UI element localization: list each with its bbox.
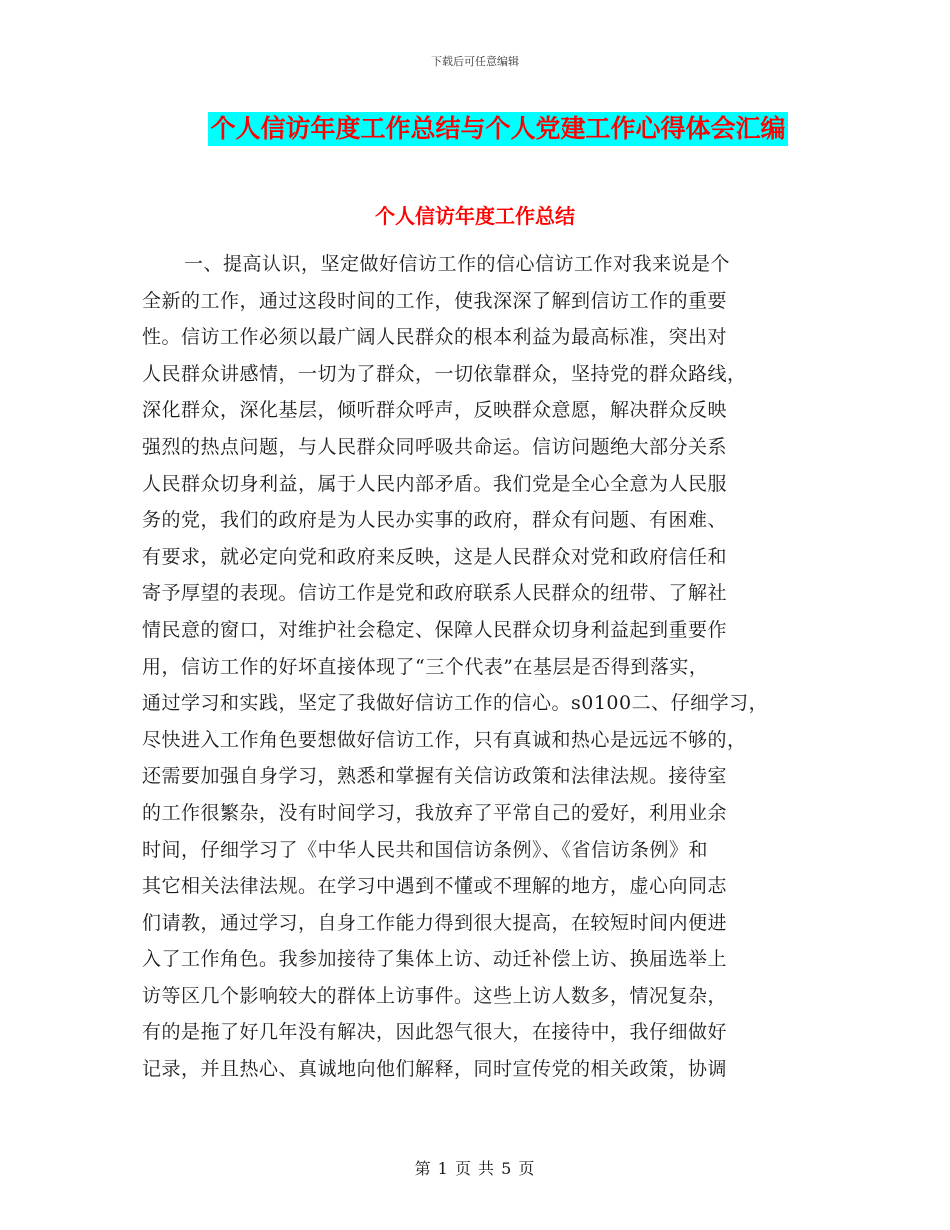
body-line: 深化群众，深化基层，倾听群众呼声，反映群众意愿，解决群众反映 (142, 399, 728, 422)
body-line: 们请教，通过学习，自身工作能力得到很大提高，在较短时间内便进 (142, 911, 728, 934)
body-line: 全新的工作，通过这段时间的工作，使我深深了解到信访工作的重要 (142, 289, 728, 312)
document-title: 个人信访年度工作总结与个人党建工作心得体会汇编 (208, 112, 787, 146)
body-line: 时间，仔细学习了《中华人民共和国信访条例》、《省信访条例》和 (142, 838, 709, 861)
body-line: 寄予厚望的表现。信访工作是党和政府联系人民群众的纽带、了解社 (142, 582, 728, 605)
body-line: 用，信访工作的好坏直接体现了“三个代表”在基层是否得到落实， (142, 655, 709, 678)
body-line: 有的是拖了好几年没有解决，因此怨气很大，在接待中，我仔细做好 (142, 1021, 728, 1044)
body-line: 人民群众切身利益，属于人民内部矛盾。我们党是全心全意为人民服 (142, 472, 728, 495)
body-line: 有要求，就必定向党和政府来反映，这是人民群众对党和政府信任和 (142, 545, 728, 568)
body-text (142, 246, 822, 1088)
body-line: 情民意的窗口，对维护社会稳定、保障人民群众切身利益起到重要作 (142, 618, 728, 641)
body-line: 其它相关法律法规。在学习中遇到不懂或不理解的地方，虚心向同志 (142, 875, 728, 898)
body-line: 通过学习和实践，坚定了我做好信访工作的信心。s0100二、仔细学习， (142, 692, 769, 715)
page-footer: 第 1 页 共 5 页 (414, 1159, 536, 1178)
body-line: 访等区几个影响较大的群体上访事件。这些上访人数多，情况复杂， (142, 984, 728, 1007)
body-line: 强烈的热点问题，与人民群众同呼吸共命运。信访问题绝大部分关系 (142, 435, 728, 458)
section-title: 个人信访年度工作总结 (375, 204, 575, 228)
body-line: 性。信访工作必须以最广阔人民群众的根本利益为最高标准，突出对 (142, 326, 728, 349)
body-line: 人民群众讲感情，一切为了群众，一切依靠群众，坚持党的群众路线， (142, 362, 747, 385)
body-line: 的工作很繁杂，没有时间学习，我放弃了平常自己的爱好，利用业余 (142, 801, 728, 824)
body-line: 还需要加强自身学习，熟悉和掌握有关信访政策和法律法规。接待室 (142, 765, 728, 788)
body-line: 入了工作角色。我参加接待了集体上访、动迁补偿上访、换届选举上 (142, 948, 728, 971)
body-line: 务的党，我们的政府是为人民办实事的政府，群众有问题、有困难、 (142, 509, 728, 532)
page-header-note: 下载后可任意编辑 (431, 55, 519, 68)
body-line: 记录，并且热心、真诚地向他们解释，同时宣传党的相关政策，协调 (142, 1058, 728, 1081)
body-line: 一、提高认识，坚定做好信访工作的信心信访工作对我来说是个 (184, 253, 731, 275)
body-line: 尽快进入工作角色要想做好信访工作，只有真诚和热心是远远不够的， (142, 728, 747, 751)
main-title-container (0, 112, 950, 146)
